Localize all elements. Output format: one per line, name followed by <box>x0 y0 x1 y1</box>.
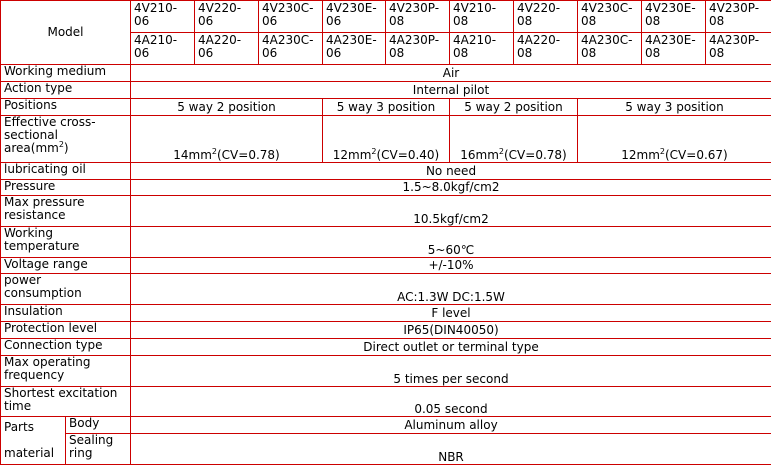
action-type-value: Internal pilot <box>131 82 771 99</box>
row-effective-area <box>1 116 771 163</box>
row-pressure <box>1 180 771 196</box>
power-value: AC:1.3W DC:1.5W <box>131 274 771 305</box>
model-cell: 4A220-08 <box>514 33 578 65</box>
working-medium-value: Air <box>131 65 771 82</box>
model-cell: 4V210-06 <box>131 1 195 33</box>
connection-value: Direct outlet or terminal type <box>131 339 771 356</box>
working-medium-label: Working medium <box>1 65 131 82</box>
superscript: 2 <box>58 140 64 149</box>
model-cell: 4V230C-08 <box>578 1 642 33</box>
model-cell: 4A230C-06 <box>259 33 323 65</box>
model-row-1 <box>1 1 771 33</box>
row-working-medium <box>1 65 771 82</box>
effective-area-value: $12mm^2(CV=0.67)$ <box>578 116 771 163</box>
positions-value: 5 way 2 position <box>450 99 578 116</box>
model-cell: 4V220-08 <box>514 1 578 33</box>
sealing-ring-value: NBR <box>131 434 771 465</box>
effective-area-value: $14mm^2(CV=0.78)$ <box>131 116 323 163</box>
model-cell: 4V220-06 <box>195 1 259 33</box>
row-power <box>1 274 771 305</box>
model-cell: 4V230E-06 <box>323 1 386 33</box>
row-lubricating-oil <box>1 163 771 180</box>
row-positions <box>1 99 771 116</box>
max-freq-label: Max operating frequency <box>1 356 131 387</box>
model-cell: 4A210-08 <box>450 33 514 65</box>
effective-area-label-end: ) <box>63 141 69 155</box>
effective-area-label-line: Effective cross- <box>4 115 96 129</box>
power-label: power consumption <box>1 274 131 305</box>
row-max-pressure <box>1 196 771 227</box>
row-excitation <box>1 387 771 417</box>
row-max-freq <box>1 356 771 387</box>
sealing-ring-label: Sealing ring <box>66 434 131 465</box>
model-cell: 4A230C-08 <box>578 33 642 65</box>
row-voltage-range <box>1 258 771 274</box>
effective-area-value: $16mm^2(CV=0.78)$ <box>450 116 578 163</box>
working-temp-value: 5~60℃ <box>131 227 771 258</box>
row-insulation <box>1 305 771 322</box>
action-type-label: Action type <box>1 82 131 99</box>
insulation-value: F level <box>131 305 771 322</box>
positions-value: 5 way 3 position <box>578 99 771 116</box>
row-working-temp <box>1 227 771 258</box>
row-protection <box>1 322 771 339</box>
protection-value: IP65(DIN40050) <box>131 322 771 339</box>
positions-label: Positions <box>1 99 131 116</box>
row-connection <box>1 339 771 356</box>
max-pressure-value: 10.5kgf/cm2 <box>131 196 771 227</box>
row-parts-body <box>1 417 771 434</box>
effective-area-label-line: sectional <box>4 128 58 142</box>
model-cell: 4V230C-06 <box>259 1 323 33</box>
model-cell: 4A230P-08 <box>706 33 771 65</box>
body-value: Aluminum alloy <box>131 417 771 434</box>
positions-value: 5 way 3 position <box>323 99 450 116</box>
connection-label: Connection type <box>1 339 131 356</box>
lubricating-oil-value: No need <box>131 163 771 180</box>
working-temp-label: Working temperature <box>1 227 131 258</box>
model-cell: 4A230E-06 <box>323 33 386 65</box>
model-cell: 4V230P-08 <box>706 1 771 33</box>
model-cell: 4V230P-08 <box>386 1 450 33</box>
row-action-type <box>1 82 771 99</box>
insulation-label: Insulation <box>1 305 131 322</box>
voltage-range-value: +/-10% <box>131 258 771 274</box>
model-cell: 4A220-06 <box>195 33 259 65</box>
row-parts-sealing <box>1 434 771 465</box>
lubricating-oil-label: lubricating oil <box>1 163 131 180</box>
protection-label: Protection level <box>1 322 131 339</box>
model-cell: 4A230P-08 <box>386 33 450 65</box>
excitation-value: 0.05 second <box>131 387 771 417</box>
max-freq-value: 5 times per second <box>131 356 771 387</box>
model-cell: 4V210-08 <box>450 1 514 33</box>
effective-area-label-line: area(mm <box>4 141 59 155</box>
pressure-value: 1.5~8.0kgf/cm2 <box>131 180 771 196</box>
max-pressure-label: Max pressure resistance <box>1 196 131 227</box>
positions-value: 5 way 2 position <box>131 99 323 116</box>
pressure-label: Pressure <box>1 180 131 196</box>
model-label: Model <box>1 1 131 65</box>
model-cell: 4V230E-08 <box>642 1 706 33</box>
excitation-label: Shortest excitation time <box>1 387 131 417</box>
model-cell: 4A210-06 <box>131 33 195 65</box>
model-cell: 4A230E-08 <box>642 33 706 65</box>
effective-area-value: $12mm^2(CV=0.40)$ <box>323 116 450 163</box>
body-label: Body <box>66 417 131 434</box>
effective-area-label <box>1 116 131 163</box>
voltage-range-label: Voltage range <box>1 258 131 274</box>
parts-material-label: Parts material <box>1 417 66 465</box>
